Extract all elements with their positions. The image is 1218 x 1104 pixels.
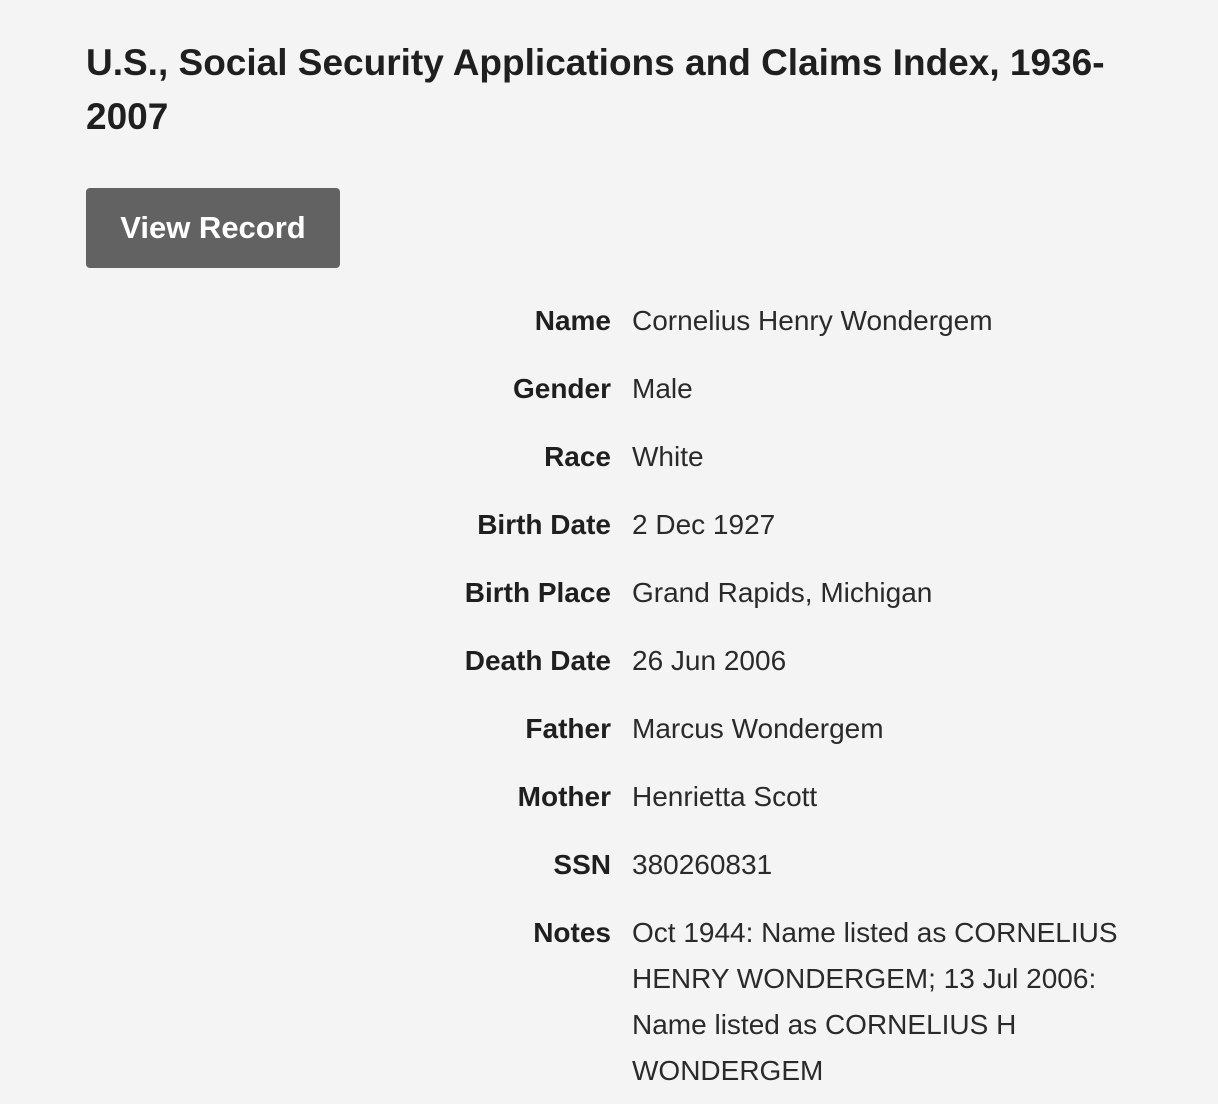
field-value-birth-place: Grand Rapids, Michigan <box>632 577 933 608</box>
page-title: U.S., Social Security Applications and Claims Index, 1936-2007 <box>86 42 1105 137</box>
field-value-ssn: 380260831 <box>632 849 773 880</box>
field-value-birth-date: 2 Dec 1927 <box>632 509 776 540</box>
field-label-gender: Gender <box>512 373 611 404</box>
field-label-notes: Notes <box>533 917 611 948</box>
record-row-death-date <box>0 640 1218 684</box>
field-label-father: Father <box>525 713 611 744</box>
field-value-notes: Oct 1944: Name listed as CORNELIUS HENRY WONDERGEM; 13 Jul 2006: Name listed as CORNELIUS H WONDERGEM <box>632 917 1118 1086</box>
field-label-mother: Mother <box>517 781 611 812</box>
record-row-race <box>0 436 1218 480</box>
record-row-birth-place <box>0 572 1218 616</box>
field-value-gender: Male <box>632 373 693 404</box>
field-label-ssn: SSN <box>553 849 611 880</box>
field-value-race: White <box>632 441 704 472</box>
record-row-notes <box>0 912 1218 1094</box>
field-value-father: Marcus Wondergem <box>632 713 884 744</box>
record-row-gender <box>0 368 1218 412</box>
field-label-race: Race <box>544 441 611 472</box>
field-value-death-date: 26 Jun 2006 <box>632 645 787 676</box>
record-row-father <box>0 708 1218 752</box>
field-label-birth-place: Birth Place <box>464 577 611 608</box>
record-row-name <box>0 300 1218 344</box>
field-value-mother: Henrietta Scott <box>632 781 818 812</box>
field-label-birth-date: Birth Date <box>477 509 611 540</box>
field-value-name: Cornelius Henry Wondergem <box>632 305 993 336</box>
field-label-death-date: Death Date <box>464 645 611 676</box>
record-row-birth-date <box>0 504 1218 548</box>
record-details <box>0 300 1218 1104</box>
view-record-button[interactable]: View Record <box>86 188 340 268</box>
field-label-name: Name <box>534 305 611 336</box>
record-row-ssn <box>0 844 1218 888</box>
record-row-mother <box>0 776 1218 820</box>
